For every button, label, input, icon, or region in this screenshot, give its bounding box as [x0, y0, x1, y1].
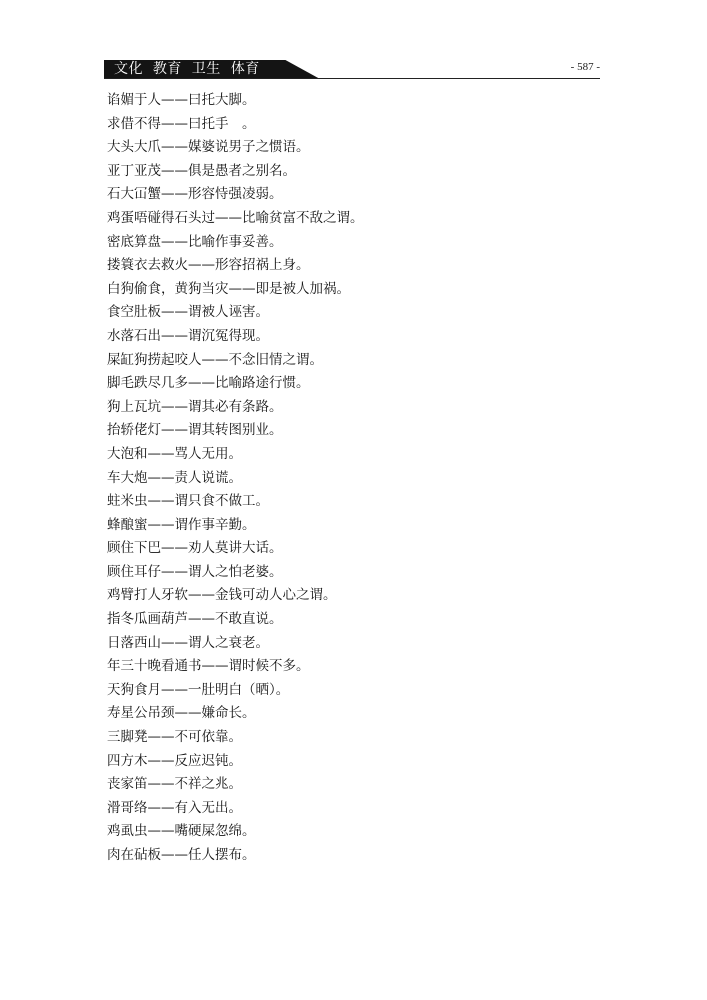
- page-number: - 587 -: [570, 61, 600, 73]
- entry-line: 日落西山——谓人之衰老。: [107, 634, 269, 651]
- entry-line: 狗上瓦坑——谓其必有条路。: [107, 398, 283, 415]
- entry-line: 指冬瓜画葫芦——不敢直说。: [107, 611, 283, 628]
- entry-line: 滑哥络——有入无出。: [107, 799, 242, 816]
- entry-line: 天狗食月——一肚明白（晒）。: [107, 681, 290, 698]
- entry-line: 鸡臂打人牙软——金钱可动人心之谓。: [107, 587, 337, 604]
- entry-line: 肉在砧板——任人摆布。: [107, 847, 256, 863]
- entry-line: 屎缸狗捞起咬人——不念旧情之谓。: [107, 351, 323, 368]
- entry-line: 年三十晚看通书——谓时候不多。: [107, 658, 310, 675]
- entry-line: 顾住下巴——劝人莫讲大话。: [107, 540, 283, 557]
- entry-line: 鸡蛋唔碰得石头过——比喻贫富不敌之谓。: [107, 209, 364, 226]
- entry-line: 蜂酿蜜——谓作事辛勤。: [107, 516, 256, 533]
- entry-line: 车大炮——责人说谎。: [107, 469, 242, 486]
- entry-list: [107, 89, 364, 868]
- entry-line: 四方木——反应迟钝。: [107, 752, 242, 769]
- entry-line: 抬轿佬灯——谓其转图别业。: [107, 422, 283, 439]
- section-title: 文化 教育 卫生 体育: [114, 61, 260, 77]
- entry-line: 白狗偷食，黄狗当灾——即是被人加祸。: [107, 280, 350, 297]
- entry-line: 大头大爪——媒婆说男子之惯语。: [107, 139, 310, 156]
- entry-line: 大泡和——骂人无用。: [107, 445, 242, 462]
- header-rule: [104, 78, 600, 79]
- entry-line: 脚毛跌尽几多——比喻路途行惯。: [107, 375, 310, 392]
- entry-line: 顾住耳仔——谓人之怕老婆。: [107, 563, 283, 580]
- entry-line: 石大冚蟹——形容恃强凌弱。: [107, 186, 283, 203]
- entry-line: 求借不得——曰托手 。: [107, 115, 256, 132]
- entry-line: 亚丁亚茂——俱是愚者之别名。: [107, 162, 296, 179]
- entry-line: 搂簑衣去救火——形容招祸上身。: [107, 257, 310, 274]
- entry-line: 水落石出——谓沉冤得现。: [107, 327, 269, 344]
- entry-line: 蛀米虫——谓只食不做工。: [107, 493, 269, 510]
- entry-line: 密底算盘——比喻作事妥善。: [107, 233, 283, 250]
- entry-line: 鸡虱虫——嘴硬屎忽绵。: [107, 823, 256, 840]
- entry-line: 丧家笛——不祥之兆。: [107, 776, 242, 793]
- entry-line: 三脚凳——不可依靠。: [107, 729, 242, 746]
- entry-line: 食空肚板——谓被人诬害。: [107, 304, 269, 321]
- entry-line: 谄媚于人——曰托大脚。: [107, 92, 256, 108]
- entry-line: 寿星公吊颈——嫌命长。: [107, 705, 256, 722]
